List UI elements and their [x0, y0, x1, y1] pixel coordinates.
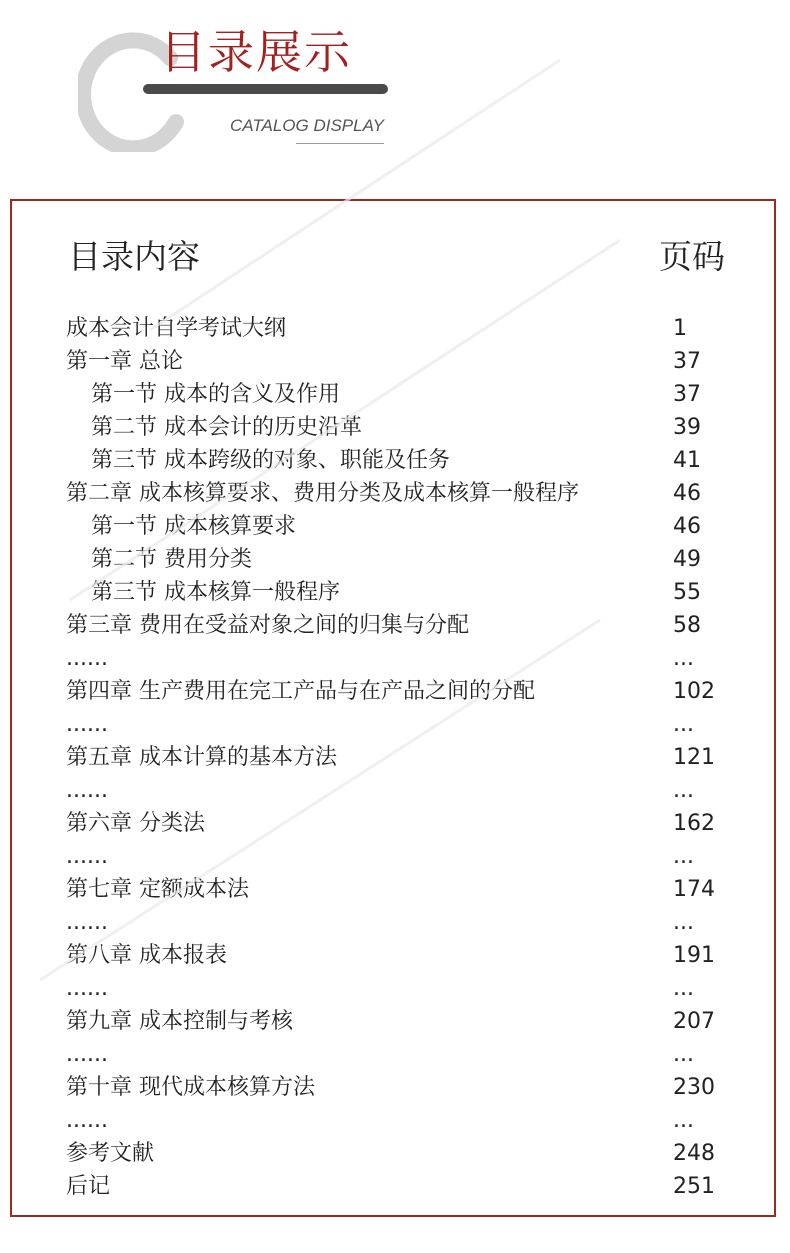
toc-entry-title: ...... — [66, 844, 108, 869]
toc-entry-page: ... — [673, 1042, 694, 1067]
toc-entry — [66, 708, 726, 741]
toc-entry — [66, 906, 726, 939]
toc-entry — [66, 345, 726, 378]
toc-entry — [66, 378, 726, 411]
page-subtitle: CATALOG DISPLAY — [230, 116, 384, 135]
catalog-header — [0, 0, 790, 190]
toc-entry-page: ... — [673, 712, 694, 737]
toc-entry-page: 49 — [673, 547, 701, 572]
toc-entry-title: 第三章 费用在受益对象之间的归集与分配 — [66, 613, 469, 638]
toc-entry-title: ...... — [66, 712, 108, 737]
toc-entry — [66, 510, 726, 543]
toc-entry — [66, 972, 726, 1005]
toc-entry-title: 第十章 现代成本核算方法 — [66, 1075, 315, 1100]
title-underline-bar — [143, 84, 388, 94]
toc-entry — [66, 1071, 726, 1104]
toc-entry-page: ... — [673, 646, 694, 671]
toc-entry-page: ... — [673, 976, 694, 1001]
toc-entry — [66, 1137, 726, 1170]
toc-entry-title: 参考文献 — [66, 1141, 155, 1166]
toc-entry — [66, 642, 726, 675]
toc-entry — [66, 1104, 726, 1137]
toc-entry-title: 第五章 成本计算的基本方法 — [66, 745, 337, 770]
toc-entry — [66, 312, 726, 345]
toc-entry — [66, 1038, 726, 1071]
page-column-heading: 页码 — [659, 237, 725, 276]
toc-entry-title: 第二节 成本会计的历史沿革 — [91, 415, 362, 440]
toc-entry-title: ...... — [66, 976, 108, 1001]
toc-entry-title: 第八章 成本报表 — [66, 943, 227, 968]
toc-entry — [66, 411, 726, 444]
toc-entry-title: 成本会计自学考试大纲 — [66, 316, 287, 341]
toc-entry-page: 37 — [673, 382, 701, 407]
toc-entry-page: ... — [673, 910, 694, 935]
toc-entry-page: 39 — [673, 415, 701, 440]
toc-entry-page: 55 — [673, 580, 701, 605]
toc-entry-title: 第二章 成本核算要求、费用分类及成本核算一般程序 — [66, 481, 579, 506]
subtitle-underline — [296, 143, 384, 144]
table-of-contents — [66, 312, 726, 1203]
toc-entry-title: 第二节 费用分类 — [91, 547, 252, 572]
toc-entry — [66, 576, 726, 609]
page-title: 目录展示 — [160, 25, 352, 79]
toc-entry — [66, 1170, 726, 1203]
toc-entry-title: 第一章 总论 — [66, 349, 183, 374]
toc-entry — [66, 774, 726, 807]
toc-entry-title: 第六章 分类法 — [66, 811, 205, 836]
toc-entry-page: 248 — [673, 1141, 715, 1166]
toc-entry-title: ...... — [66, 1042, 108, 1067]
toc-entry — [66, 609, 726, 642]
toc-entry — [66, 675, 726, 708]
toc-entry-page: 162 — [673, 811, 715, 836]
toc-entry-page: 191 — [673, 943, 715, 968]
toc-entry-page: 230 — [673, 1075, 715, 1100]
toc-entry-page: 41 — [673, 448, 701, 473]
toc-entry — [66, 939, 726, 972]
toc-entry-page: 174 — [673, 877, 715, 902]
toc-entry-page: ... — [673, 778, 694, 803]
toc-entry — [66, 1005, 726, 1038]
toc-entry — [66, 543, 726, 576]
toc-entry — [66, 873, 726, 906]
toc-entry-page: 46 — [673, 514, 701, 539]
toc-entry-title: ...... — [66, 646, 108, 671]
toc-entry-page: 251 — [673, 1174, 715, 1199]
toc-entry-title: ...... — [66, 1108, 108, 1133]
toc-entry-title: 第三节 成本核算一般程序 — [91, 580, 340, 605]
toc-entry — [66, 807, 726, 840]
toc-entry-title: 第七章 定额成本法 — [66, 877, 249, 902]
toc-entry — [66, 444, 726, 477]
toc-entry-title: 第三节 成本跨级的对象、职能及任务 — [91, 448, 450, 473]
toc-entry-page: 207 — [673, 1009, 715, 1034]
toc-entry — [66, 741, 726, 774]
toc-entry-page: ... — [673, 844, 694, 869]
toc-entry-page: 121 — [673, 745, 715, 770]
toc-entry-title: ...... — [66, 778, 108, 803]
toc-entry-page: 58 — [673, 613, 701, 638]
toc-entry-title: 第一节 成本的含义及作用 — [91, 382, 340, 407]
toc-entry — [66, 477, 726, 510]
toc-entry-title: 第九章 成本控制与考核 — [66, 1009, 293, 1034]
toc-entry-page: 46 — [673, 481, 701, 506]
toc-entry-page: 37 — [673, 349, 701, 374]
toc-entry-page: 1 — [673, 316, 687, 341]
toc-entry-title: 第一节 成本核算要求 — [91, 514, 296, 539]
contents-column-heading: 目录内容 — [68, 237, 200, 276]
toc-entry-title: 后记 — [66, 1174, 111, 1199]
toc-entry — [66, 840, 726, 873]
toc-entry-page: 102 — [673, 679, 715, 704]
toc-entry-title: ...... — [66, 910, 108, 935]
toc-entry-page: ... — [673, 1108, 694, 1133]
toc-entry-title: 第四章 生产费用在完工产品与在产品之间的分配 — [66, 679, 535, 704]
